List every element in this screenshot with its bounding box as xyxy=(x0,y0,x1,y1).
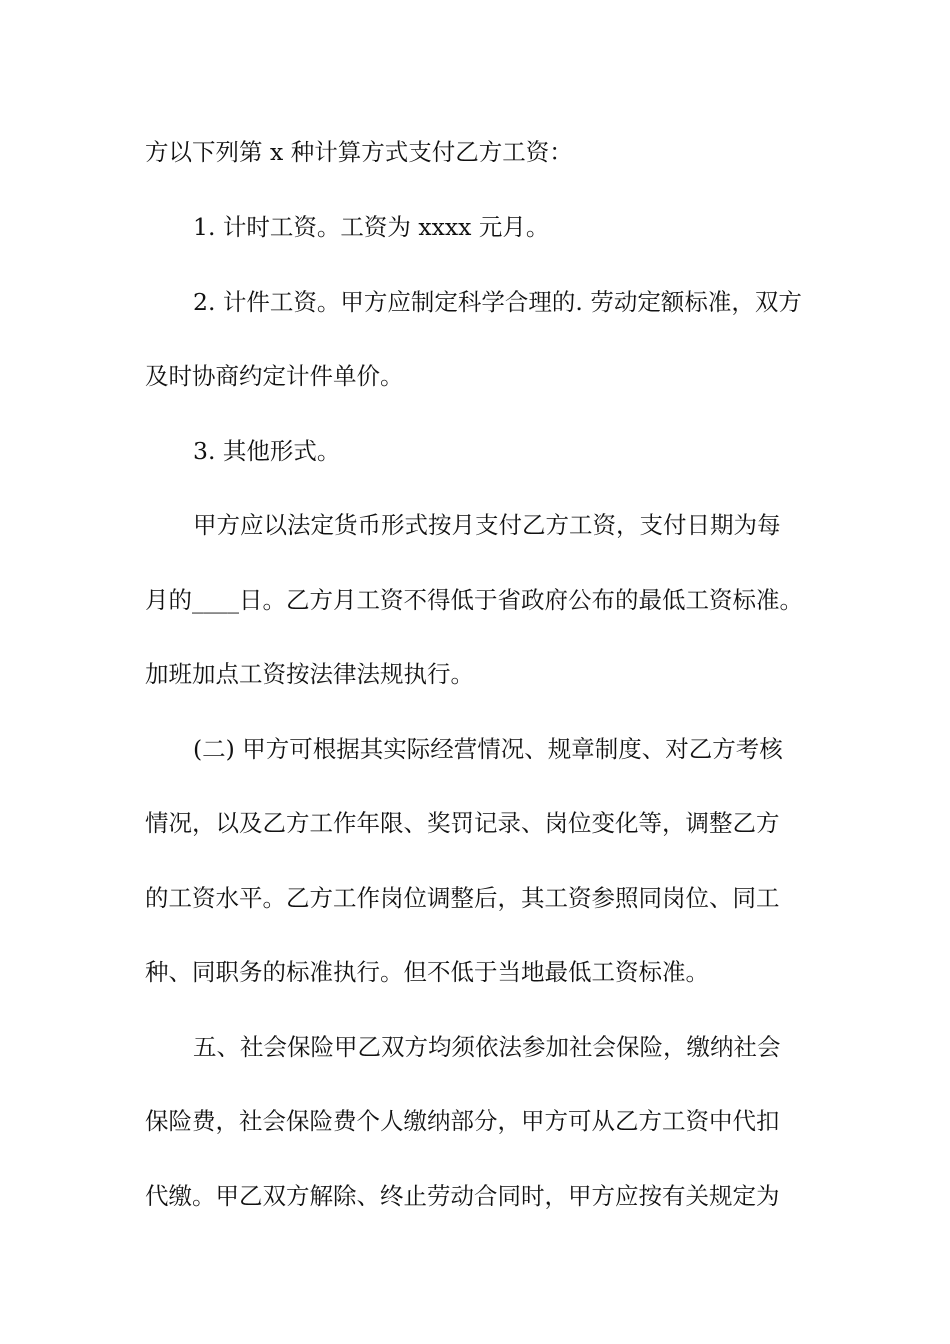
text-line: 3. 其他形式。 xyxy=(193,437,341,465)
text-line: 的工资水平。乙方工作岗位调整后，其工资参照同岗位、同工 xyxy=(145,884,780,912)
text-line: 加班加点工资按法律法规执行。 xyxy=(145,660,474,688)
text-line: 五、社会保险甲乙双方均须依法参加社会保险，缴纳社会 xyxy=(193,1033,781,1061)
text-line: 甲方应以法定货币形式按月支付乙方工资，支付日期为每 xyxy=(193,511,781,539)
text-line: 及时协商约定计件单价。 xyxy=(145,362,404,390)
text-line: 情况，以及乙方工作年限、奖罚记录、岗位变化等，调整乙方 xyxy=(145,809,780,837)
text-line: 1. 计时工资。工资为 xxxx 元月。 xyxy=(193,213,550,241)
text-line: 种、同职务的标准执行。但不低于当地最低工资标准。 xyxy=(145,958,709,986)
text-line: 月的____日。乙方月工资不得低于省政府公布的最低工资标准。 xyxy=(145,586,803,614)
text-line: 方以下列第 x 种计算方式支付乙方工资： xyxy=(145,138,573,166)
text-line: 保险费，社会保险费个人缴纳部分，甲方可从乙方工资中代扣 xyxy=(145,1107,780,1135)
text-line: 2. 计件工资。甲方应制定科学合理的. 劳动定额标准，双方 xyxy=(193,288,802,316)
text-line: 代缴。甲乙双方解除、终止劳动合同时，甲方应按有关规定为 xyxy=(145,1182,780,1210)
text-line: (二) 甲方可根据其实际经营情况、规章制度、对乙方考核 xyxy=(193,735,783,763)
